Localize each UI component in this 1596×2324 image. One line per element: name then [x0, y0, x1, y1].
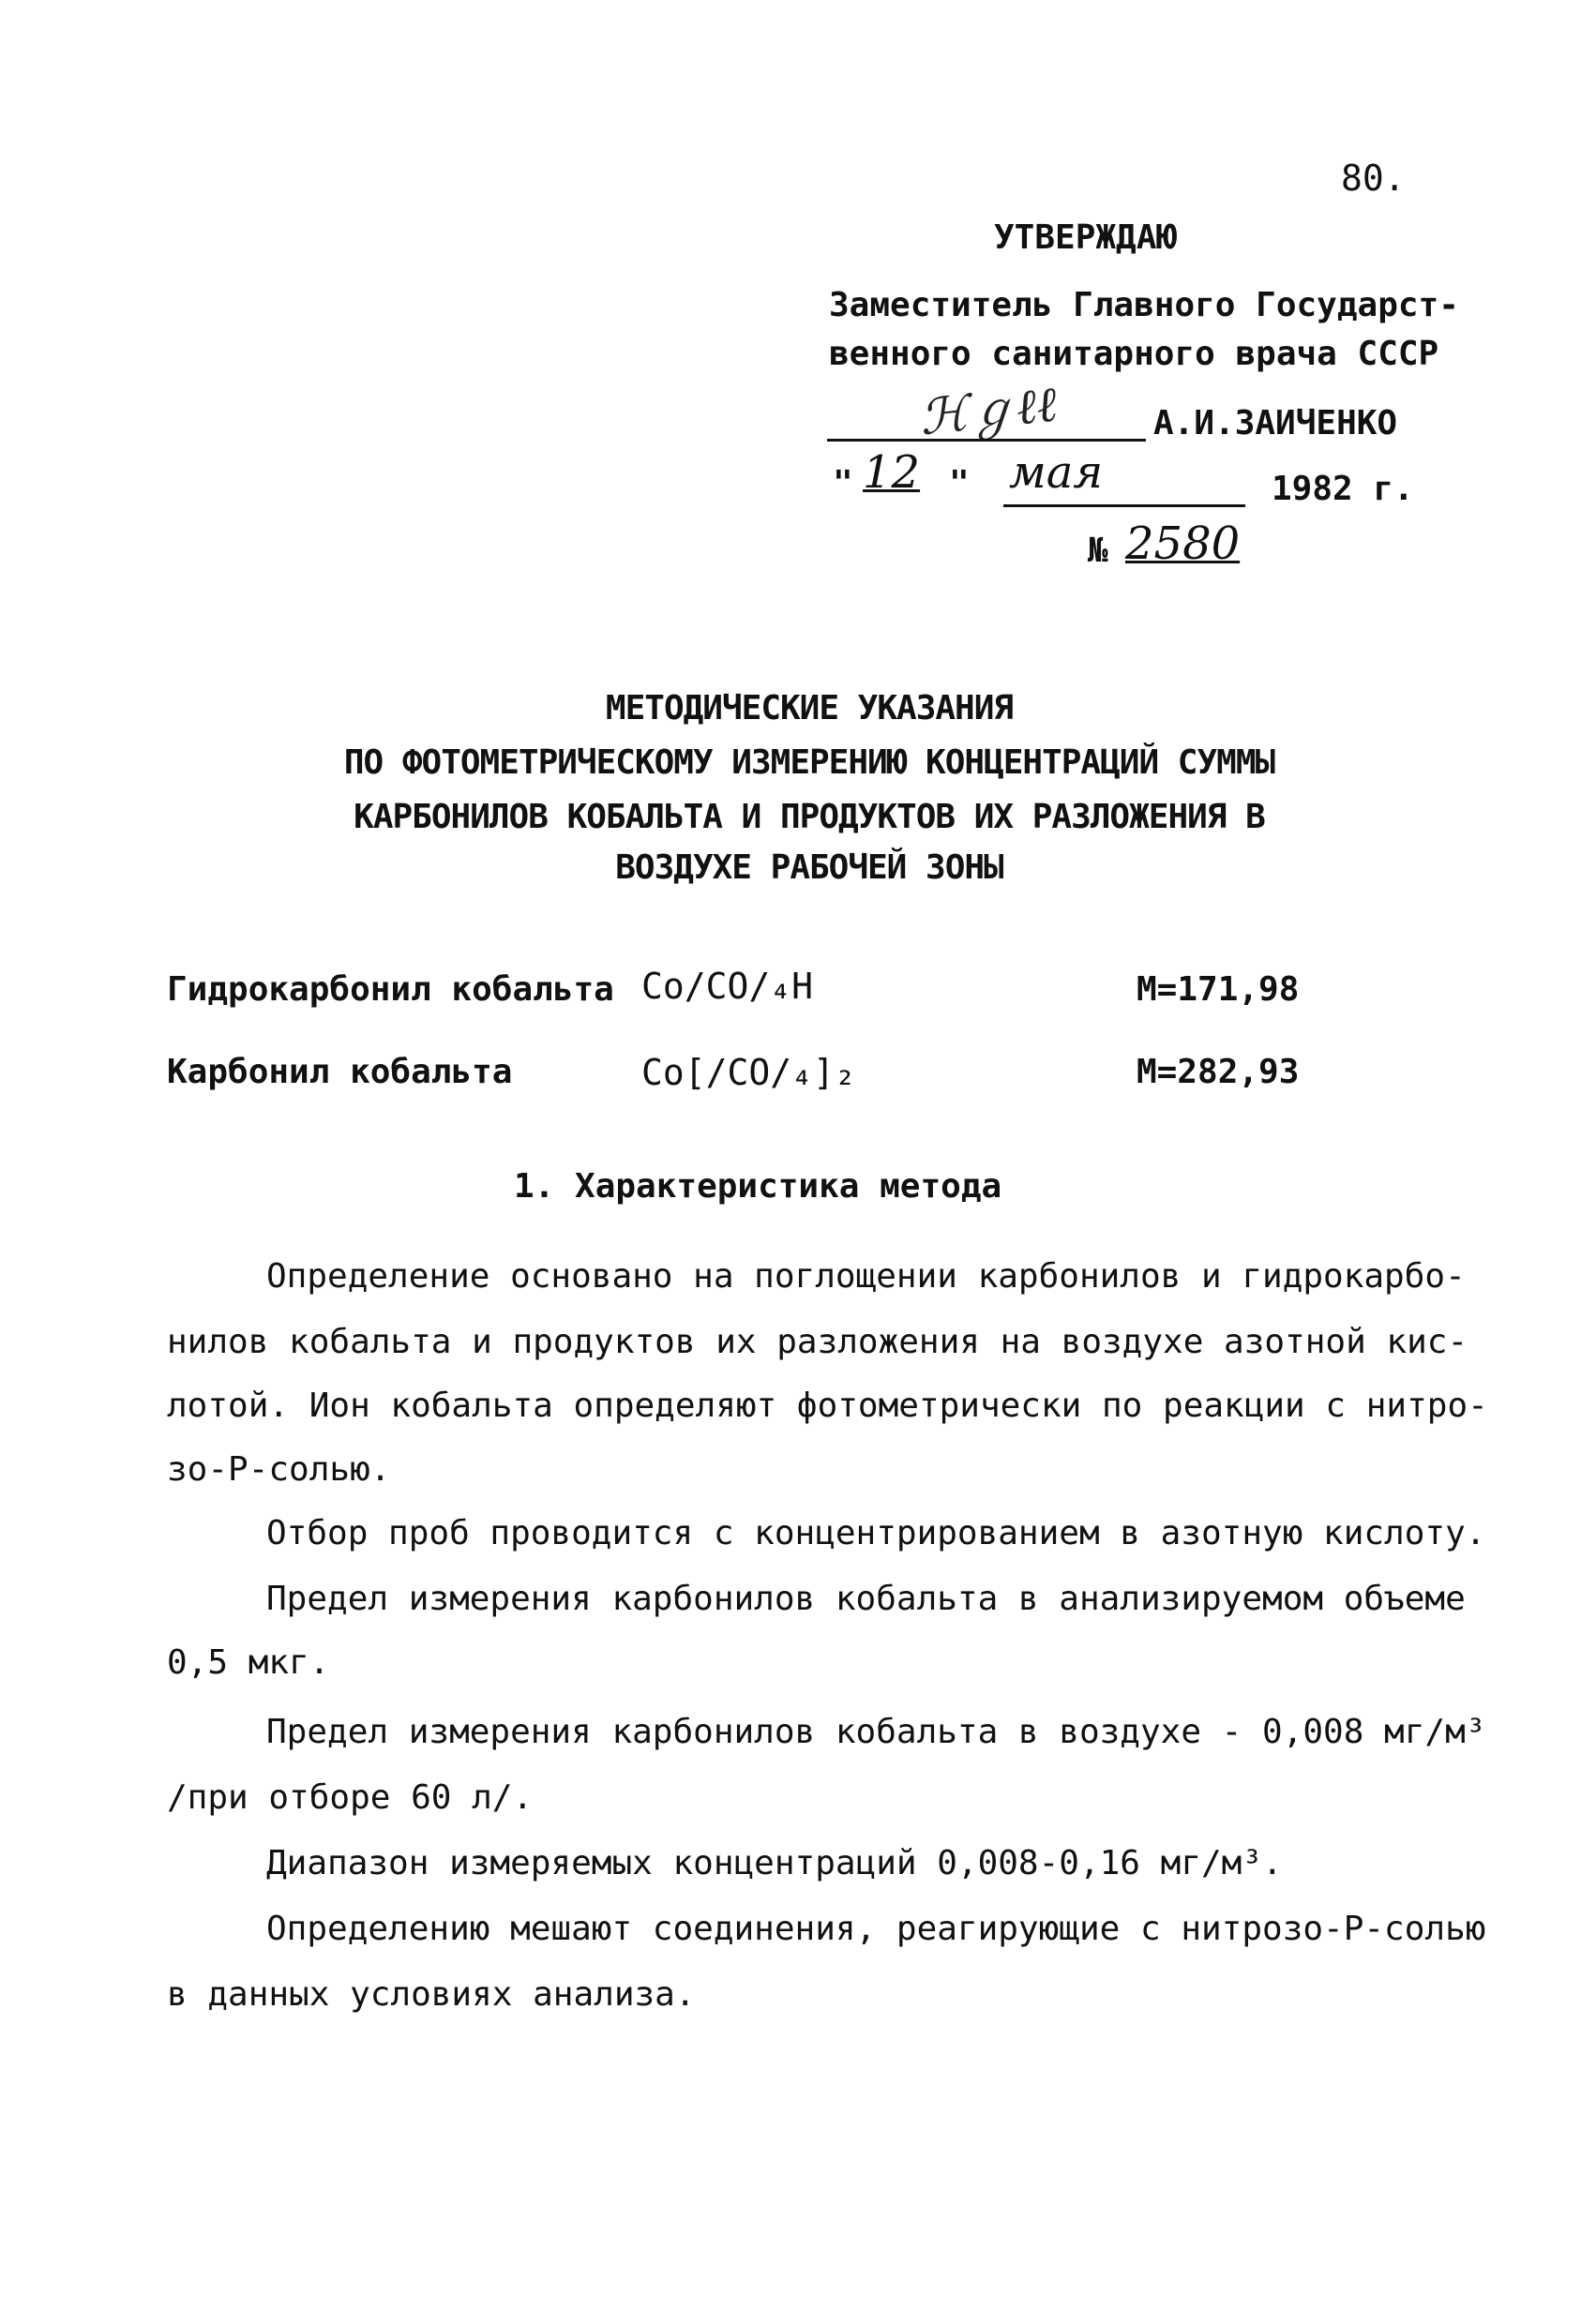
date-open-quote: ": [833, 464, 853, 502]
compound-formula: Co/CO/₄H: [641, 966, 814, 1007]
paragraph-line: нилов кобальта и продуктов их разложения на воздухе азотной кис-: [167, 1323, 1468, 1361]
approval-number-handwritten: 2580: [1125, 517, 1241, 570]
page-number: 80.: [1341, 157, 1406, 199]
date-month-handwritten: мая: [1009, 446, 1104, 499]
document-title-line-1: МЕТОДИЧЕСКИЕ УКАЗАНИЯ: [605, 689, 1014, 727]
document-title-line-3: КАРБОНИЛОВ КОБАЛЬТА И ПРОДУКТОВ ИХ РАЗЛОЖЕНИЯ В: [354, 798, 1265, 836]
approval-position-line-1: Заместитель Главного Государст-: [829, 286, 1459, 324]
document-title-line-2: ПО ФОТОМЕТРИЧЕСКОМУ ИЗМЕРЕНИЮ КОНЦЕНТРАЦИЙ СУММЫ: [343, 743, 1275, 782]
paragraph-line: Предел измерения карбонилов кобальта в анализируемом объеме: [266, 1580, 1466, 1618]
paragraph-line: Определению мешают соединения, реагирующие с нитрозо-Р-солью: [266, 1910, 1486, 1948]
signature-underline: [827, 439, 1146, 442]
handwritten-signature: ℋℊℓℓ: [916, 376, 1061, 447]
section-heading: 1. Характеристика метода: [514, 1167, 1002, 1206]
date-close-quote: ": [949, 464, 970, 502]
compound-formula: Co[/CO/₄]₂: [641, 1052, 856, 1093]
paragraph-line: Предел измерения карбонилов кобальта в воздухе - 0,008 мг/м³: [266, 1713, 1486, 1751]
approval-heading: УТВЕРЖДАЮ: [994, 218, 1178, 257]
compound-name: Гидрокарбонил кобальта: [167, 970, 614, 1009]
paragraph-line: 0,5 мкг.: [167, 1643, 330, 1682]
signatory-name: А.И.ЗАИЧЕНКО: [1153, 404, 1398, 442]
paragraph-line: зо-Р-солью.: [167, 1450, 391, 1489]
paragraph-line: Определение основано на поглощении карбонилов и гидрокарбо-: [266, 1257, 1466, 1296]
date-year: 1982 г.: [1272, 470, 1414, 508]
paragraph-line: Диапазон измеряемых концентраций 0,008-0,16 мг/м³.: [266, 1844, 1283, 1882]
paragraph-line: лотой. Ион кобальта определяют фотометрически по реакции с нитро-: [167, 1387, 1488, 1425]
date-day-handwritten: 12: [863, 446, 921, 499]
paragraph-line: /при отборе 60 л/.: [167, 1778, 534, 1817]
paragraph-line: Отбор проб проводится с концентрированием в азотную кислоту.: [266, 1514, 1486, 1552]
compound-name: Карбонил кобальта: [167, 1053, 513, 1091]
paragraph-line: в данных условиях анализа.: [167, 1975, 696, 2014]
compound-molar-mass: М=282,93: [1137, 1053, 1300, 1091]
approval-number-sign: №: [1088, 532, 1108, 570]
approval-position-line-2: венного санитарного врача СССР: [829, 335, 1439, 373]
month-underline: [1003, 504, 1245, 507]
document-title-line-4: ВОЗДУХЕ РАБОЧЕЙ ЗОНЫ: [615, 848, 1003, 887]
compound-molar-mass: М=171,98: [1137, 970, 1300, 1009]
